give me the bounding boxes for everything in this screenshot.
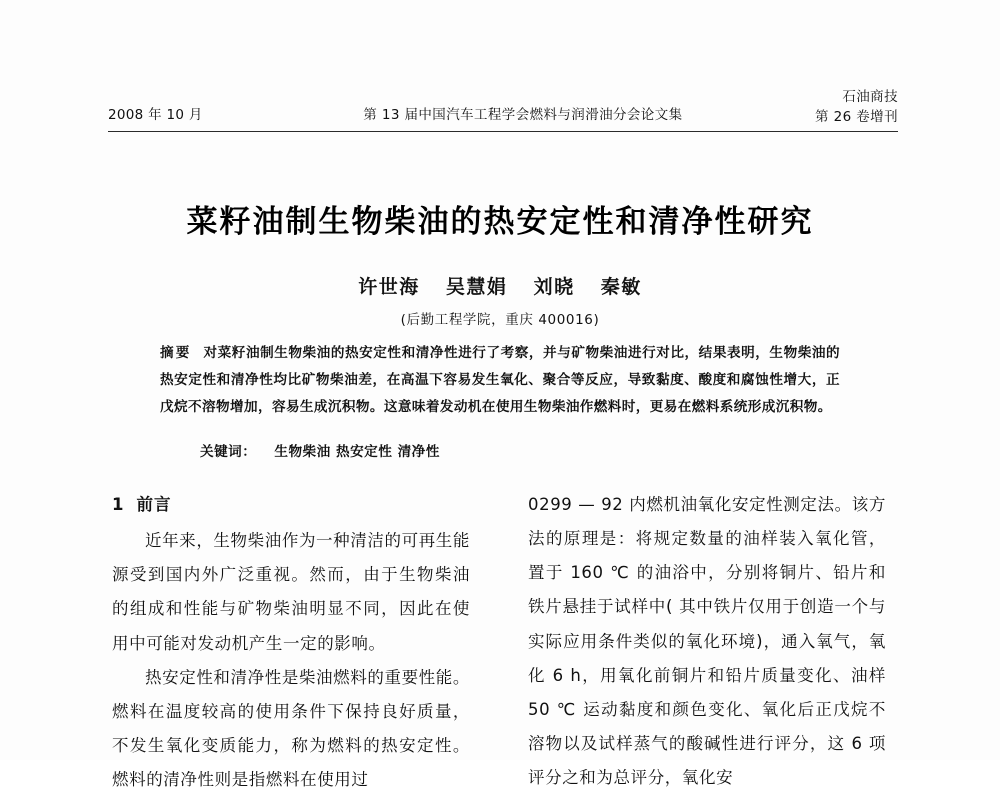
author-name: 吴慧娟 [445, 276, 508, 298]
paragraph: 热安定性和清净性是柴油燃料的重要性能。燃料在温度较高的使用条件下保持良好质量，不发生氧化变质能力，称为燃料的热安定性。燃料的清净性则是指燃料在使用过 [112, 667, 470, 790]
section-title: 前言 [136, 495, 172, 514]
author-affiliation: (后勤工程学院，重庆 400016) [400, 312, 600, 328]
author-name: 刘晓 [533, 276, 575, 298]
running-head-journal [815, 88, 898, 127]
journal-name: 石油商技 [842, 89, 898, 105]
keywords-label: 关键词： [200, 444, 257, 460]
running-head [108, 88, 898, 127]
journal-volume: 第 26 卷增刊 [815, 108, 898, 125]
page-title: 菜籽油制生物柴油的热安定性和清净性研究 [186, 204, 814, 240]
paragraph: 0299 — 92 内燃机油氧化安定性测定法。该方法的原理是：将规定数量的油样装入氧化管，置于 160 ℃ 的油浴中，分别将铜片、铅片和铁片悬挂于试样中( 其中铁片仅用于创造一个与实际应用条件类似的氧化环境)，通入氧气，氧化 6 h，用氧化前铜片和铅片质量变化、油样 50 ℃ 运动黏度和颜色变化、氧化后正戊烷不溶物以及试样蒸气的酸碱性进行评分，这 6 项评分之和为总评分，氧化安 [528, 495, 886, 788]
paragraph: 近年来，生物柴油作为一种清洁的可再生能源受到国内外广泛重视。然而，由于生物柴油的组成和性能与矿物柴油明显不同，因此在使用中可能对发动机产生一定的影响。 [112, 531, 470, 653]
abstract-text: 对菜籽油制生物柴油的热安定性和清净性进行了考察，并与矿物柴油进行对比，结果表明，生物柴油的热安定性和清净性均比矿物柴油差，在高温下容易发生氧化、聚合等反应，导致黏度、酸度和腐蚀性增大，正戊烷不溶物增加，容易生成沉积物。这意味着发动机在使用生物柴油作燃料时，更易在燃料系统形成沉积物。 [160, 345, 841, 416]
section-number: 1 [112, 495, 125, 514]
running-head-conference: 第 13 届中国汽车工程学会燃料与润滑油分会论文集 [363, 106, 683, 123]
abstract-label: 摘要 [160, 345, 192, 361]
author-name: 秦敏 [600, 276, 642, 298]
keywords-list: 生物柴油 热安定性 清净性 [274, 444, 440, 460]
running-head-date: 2008 年 10 月 [108, 106, 203, 123]
section-heading-1 [112, 488, 470, 522]
header-divider [108, 131, 898, 132]
body-column-right [528, 488, 886, 795]
abstract [160, 340, 840, 422]
author-list [0, 272, 1000, 299]
body-column-left [112, 488, 470, 797]
author-name: 许世海 [358, 276, 420, 298]
keywords [200, 440, 840, 460]
